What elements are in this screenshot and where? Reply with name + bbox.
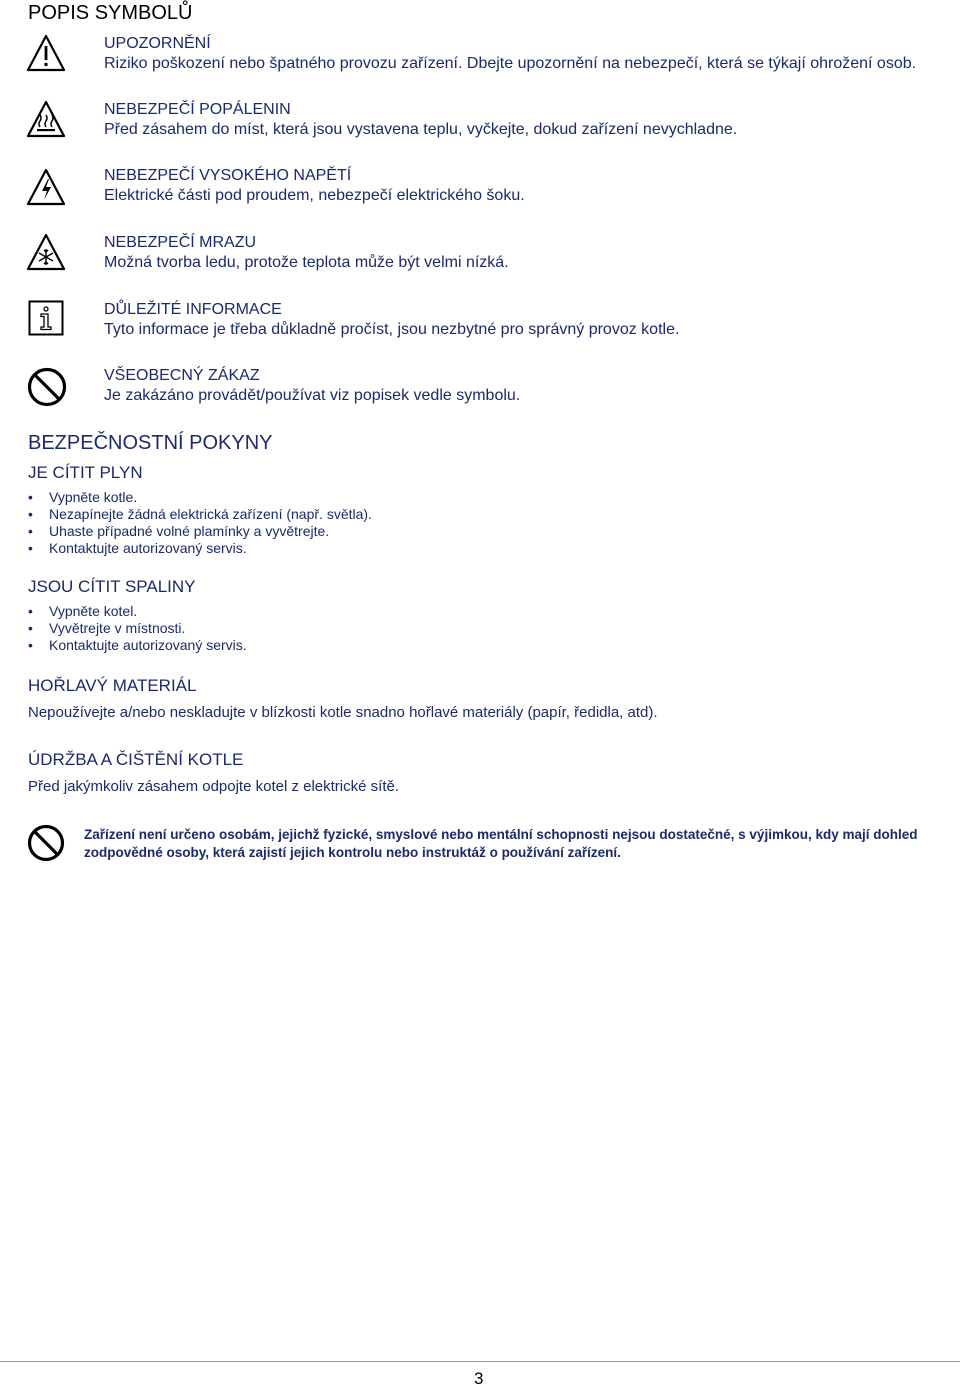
warning-triangle-icon xyxy=(26,34,66,77)
prohibition-icon xyxy=(26,823,66,868)
info-icon xyxy=(28,300,64,341)
symbol-description: Elektrické části pod proudem, nebezpečí elektrického šoku. xyxy=(104,187,525,204)
prohibition-icon xyxy=(26,366,68,413)
gas-heading: JE CÍTIT PLYN xyxy=(28,463,143,482)
list-item: • Vypněte kotle. xyxy=(28,489,138,505)
symbol-description: Riziko poškození nebo špatného provozu zařízení. Dbejte upozornění na nebezpečí, která se týkají ohrožení osob. xyxy=(104,55,917,72)
flammable-text: Nepoužívejte a/nebo neskladujte v blízkosti kotle snadno hořlavé materiály (papír, ředidla, atd). xyxy=(28,704,658,721)
gas-list xyxy=(28,489,372,557)
high-voltage-icon xyxy=(26,168,66,211)
symbol-title: NEBEZPEČÍ MRAZU xyxy=(104,234,257,251)
footer-divider xyxy=(0,1361,960,1362)
warning-text: Zařízení není určeno osobám, jejichž fyzické, smyslové nebo mentální schopnosti nejsou dostatečné, s výjimkou, kdy mají dohled zodpovědné osoby, která zajistí jejich kontrolu nebo instruktáž o používání zařízení. xyxy=(84,827,918,860)
frost-icon xyxy=(26,233,66,276)
list-item: • Vypněte kotel. xyxy=(28,603,138,619)
symbol-title: NEBEZPEČÍ VYSOKÉHO NAPĚTÍ xyxy=(104,167,352,184)
list-item: • Nezapínejte žádná elektrická zařízení (např. světla). xyxy=(28,506,372,522)
flammable-heading: HOŘLAVÝ MATERIÁL xyxy=(28,676,197,695)
symbol-description: Tyto informace je třeba důkladně pročíst, jsou nezbytné pro správný provoz kotle. xyxy=(104,321,680,338)
symbol-title: VŠEOBECNÝ ZÁKAZ xyxy=(104,367,260,384)
maintenance-heading: ÚDRŽBA A ČIŠTĚNÍ KOTLE xyxy=(28,750,244,769)
hot-surface-icon xyxy=(26,100,66,143)
list-item: • Kontaktujte autorizovaný servis. xyxy=(28,637,247,653)
symbol-description: Před zásahem do míst, která jsou vystavena teplu, vyčkejte, dokud zařízení nevychladne. xyxy=(104,121,738,138)
safety-heading: BEZPEČNOSTNÍ POKYNY xyxy=(28,432,273,454)
symbol-title: DŮLEŽITÉ INFORMACE xyxy=(104,301,282,318)
list-item: • Kontaktujte autorizovaný servis. xyxy=(28,540,247,556)
page-title: POPIS SYMBOLŮ xyxy=(28,2,193,24)
fumes-heading: JSOU CÍTIT SPALINY xyxy=(28,577,196,596)
list-item: • Uhaste případné volné plamínky a vyvětrejte. xyxy=(28,523,330,539)
symbol-description: Možná tvorba ledu, protože teplota může být velmi nízká. xyxy=(104,254,509,271)
page-number: 3 xyxy=(474,1369,484,1388)
symbol-description: Je zakázáno provádět/používat viz popisek vedle symbolu. xyxy=(104,387,521,404)
list-item: • Vyvětrejte v místnosti. xyxy=(28,620,186,636)
symbol-title: NEBEZPEČÍ POPÁLENIN xyxy=(104,101,291,118)
symbol-title: UPOZORNĚNÍ xyxy=(104,35,211,52)
fumes-list xyxy=(28,603,247,654)
maintenance-text: Před jakýmkoliv zásahem odpojte kotel z elektrické sítě. xyxy=(28,778,399,795)
